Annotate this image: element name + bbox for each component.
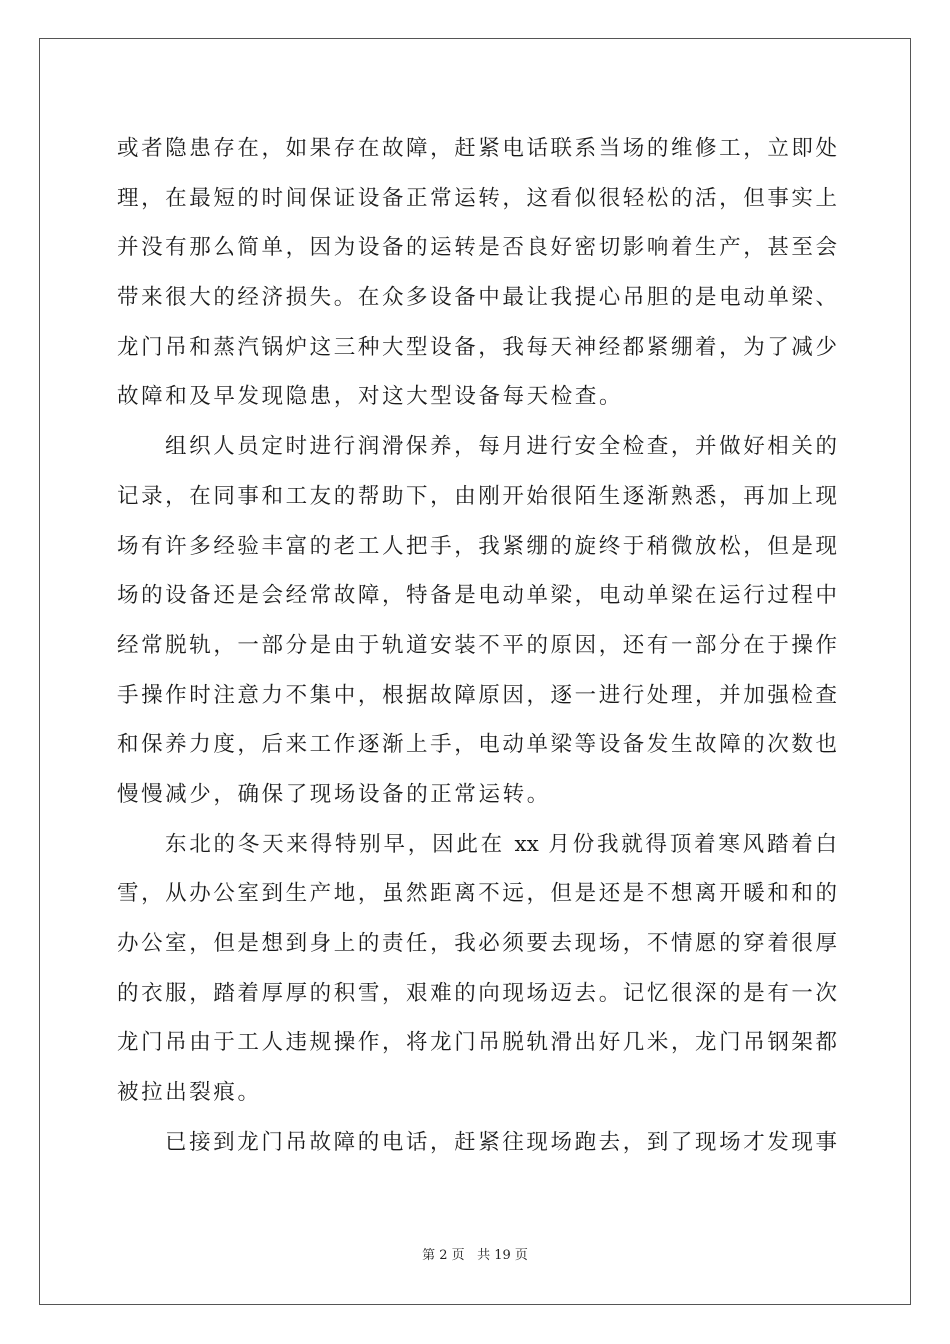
- text-line: 手操作时注意力不集中，根据故障原因，逐一进行处理，并加强检查: [117, 682, 837, 708]
- text-line: 带来很大的经济损失。在众多设备中最让我提心吊胆的是电动单梁、: [117, 285, 837, 311]
- text-line: 已接到龙门吊故障的电话，赶紧往现场跑去，到了现场才发现事: [165, 1129, 837, 1155]
- text-line: 经常脱轨，一部分是由于轨道安装不平的原因，还有一部分在于操作: [117, 632, 837, 658]
- page-total: 共 19 页: [477, 1248, 528, 1263]
- document-body: [117, 124, 837, 1167]
- text-line: 龙门吊由于工人违规操作，将龙门吊脱轨滑出好几米，龙门吊钢架都: [117, 1030, 837, 1056]
- text-line: 理，在最短的时间保证设备正常运转，这看似很轻松的活，但事实上: [117, 185, 837, 211]
- text-line: 或者隐患存在，如果存在故障，赶紧电话联系当场的维修工，立即处: [117, 136, 837, 161]
- text-line: 故障和及早发现隐患，对这大型设备每天检查。: [117, 384, 624, 410]
- page-number: 第 2 页: [422, 1248, 465, 1263]
- text-line: 被拉出裂痕。: [117, 1080, 262, 1106]
- text-line: 和保养力度，后来工作逐渐上手，电动单梁等设备发生故障的次数也: [117, 732, 837, 758]
- text-line: 场有许多经验丰富的老工人把手，我紧绷的旋终于稍微放松，但是现: [117, 533, 837, 559]
- text-line: 组织人员定时进行润滑保养，每月进行安全检查，并做好相关的: [165, 434, 837, 460]
- text-line: 办公室，但是想到身上的责任，我必须要去现场，不情愿的穿着很厚: [117, 931, 837, 956]
- text-line: 龙门吊和蒸汽锅炉这三种大型设备，我每天神经都紧绷着，为了减少: [117, 334, 837, 360]
- text-line: 东北的冬天来得特别早，因此在 xx 月份我就得顶着寒风踏着白: [165, 831, 837, 857]
- text-line: 记录，在同事和工友的帮助下，由刚开始很陌生逐渐熟悉，再加上现: [117, 483, 837, 509]
- text-line: 的衣服，踏着厚厚的积雪，艰难的向现场迈去。记忆很深的是有一次: [117, 980, 837, 1006]
- page-footer: [0, 1244, 950, 1263]
- text-line: 场的设备还是会经常故障，特备是电动单梁，电动单梁在运行过程中: [117, 583, 837, 609]
- text-line: 雪，从办公室到生产地，虽然距离不远，但是还是不想离开暖和和的: [117, 881, 837, 907]
- text-line: 慢慢减少，确保了现场设备的正常运转。: [117, 781, 551, 807]
- text-line: 并没有那么简单，因为设备的运转是否良好密切影响着生产，甚至会: [117, 235, 837, 261]
